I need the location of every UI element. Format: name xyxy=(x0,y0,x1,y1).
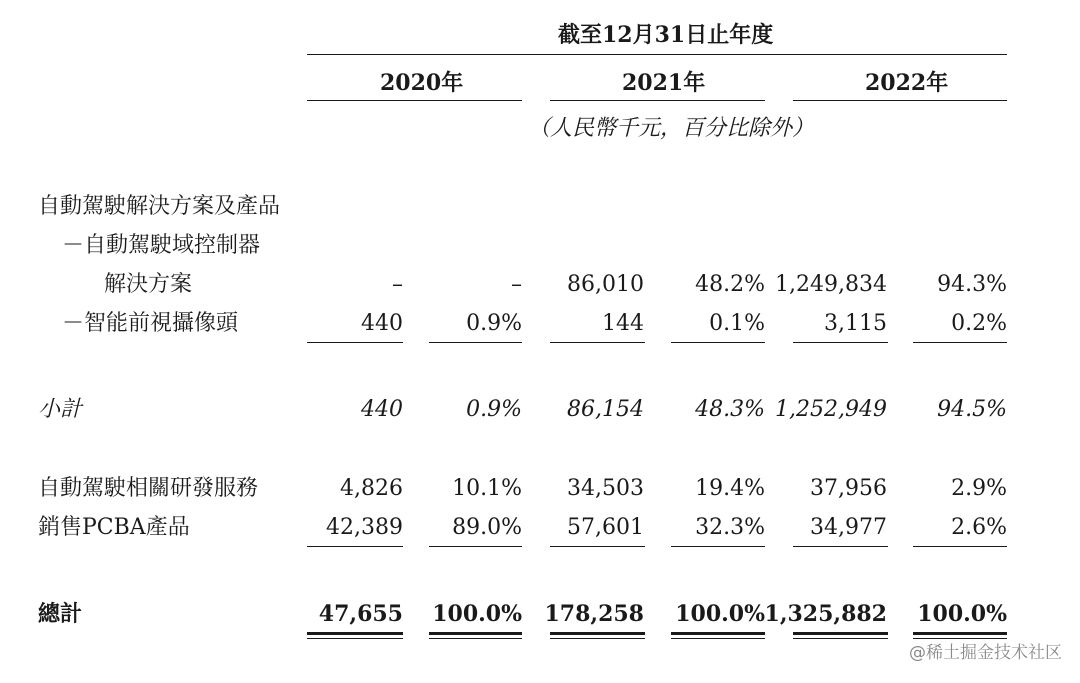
total-2020-amount: 47,655 xyxy=(318,601,403,627)
total-2022-pct: 100.0% xyxy=(917,601,1007,627)
row-front-camera-label: －智能前視攝像頭 xyxy=(62,311,239,336)
sub-2021-amount: 86,154 xyxy=(567,397,644,422)
period-header: 截至12月31日止年度 xyxy=(558,22,774,48)
r2-2022-amount: 3,115 xyxy=(824,311,887,336)
r3-2022-amount: 37,956 xyxy=(810,476,887,501)
r1-2020-pct: – xyxy=(511,272,522,297)
unit-note: （人民幣千元，百分比除外） xyxy=(528,116,815,141)
r1-2021-pct: 48.2% xyxy=(695,272,765,297)
rule xyxy=(671,342,765,343)
sub-2020-amount: 440 xyxy=(361,397,403,422)
row-domain-controller-label: －自動駕駛域控制器 xyxy=(62,233,261,258)
r4-2020-pct: 89.0% xyxy=(452,515,522,540)
r1-2022-amount: 1,249,834 xyxy=(775,272,887,297)
r4-2022-amount: 34,977 xyxy=(810,515,887,540)
total-2020-pct: 100.0% xyxy=(432,601,522,627)
rule xyxy=(550,546,645,547)
total-2022-amount: 1,325,882 xyxy=(764,601,887,627)
r1-2020-amount: – xyxy=(392,272,403,297)
sub-2022-amount: 1,252,949 xyxy=(775,397,887,422)
sub-2022-pct: 94.5% xyxy=(937,397,1007,422)
r2-2021-amount: 144 xyxy=(602,311,644,336)
year-2021-rule xyxy=(550,100,765,101)
row-rd-services-label: 自動駕駛相關研發服務 xyxy=(38,476,259,501)
sub-2020-pct: 0.9% xyxy=(466,397,522,422)
double-rule xyxy=(429,632,522,639)
r3-2020-pct: 10.1% xyxy=(452,476,522,501)
subtotal-label: 小計 xyxy=(38,397,83,422)
rule xyxy=(307,342,403,343)
r4-2021-amount: 57,601 xyxy=(567,515,644,540)
double-rule xyxy=(307,632,403,639)
r1-2022-pct: 94.3% xyxy=(937,272,1007,297)
rule xyxy=(307,546,403,547)
double-rule xyxy=(793,632,888,639)
total-2021-amount: 178,258 xyxy=(544,601,644,627)
sub-2021-pct: 48.3% xyxy=(695,397,765,422)
row-pcba-label: 銷售PCBA產品 xyxy=(38,515,190,540)
r3-2022-pct: 2.9% xyxy=(951,476,1007,501)
watermark: @稀土掘金技术社区 xyxy=(909,643,1062,663)
r2-2020-amount: 440 xyxy=(361,311,403,336)
year-2022-rule xyxy=(793,100,1007,101)
total-label: 總計 xyxy=(38,601,83,627)
rule xyxy=(550,342,645,343)
r4-2021-pct: 32.3% xyxy=(695,515,765,540)
year-2022-header: 2022年 xyxy=(865,70,949,96)
r4-2022-pct: 2.6% xyxy=(951,515,1007,540)
r3-2021-amount: 34,503 xyxy=(567,476,644,501)
r3-2020-amount: 4,826 xyxy=(340,476,403,501)
r2-2022-pct: 0.2% xyxy=(951,311,1007,336)
r1-2021-amount: 86,010 xyxy=(567,272,644,297)
rule xyxy=(793,342,888,343)
r4-2020-amount: 42,389 xyxy=(326,515,403,540)
row-domain-controller-label-cont: 解決方案 xyxy=(104,272,193,297)
rule xyxy=(913,342,1007,343)
rule xyxy=(429,342,522,343)
rule xyxy=(429,546,522,547)
rule xyxy=(671,546,765,547)
year-2020-rule xyxy=(307,100,522,101)
year-2021-header: 2021年 xyxy=(622,70,706,96)
r3-2021-pct: 19.4% xyxy=(695,476,765,501)
rule xyxy=(913,546,1007,547)
category-autonomous-driving-label: 自動駕駛解決方案及產品 xyxy=(38,194,281,219)
double-rule xyxy=(550,632,645,639)
double-rule xyxy=(671,632,765,639)
r2-2021-pct: 0.1% xyxy=(709,311,765,336)
total-2021-pct: 100.0% xyxy=(675,601,765,627)
header-rule xyxy=(307,54,1007,55)
year-2020-header: 2020年 xyxy=(380,70,464,96)
rule xyxy=(793,546,888,547)
r2-2020-pct: 0.9% xyxy=(466,311,522,336)
